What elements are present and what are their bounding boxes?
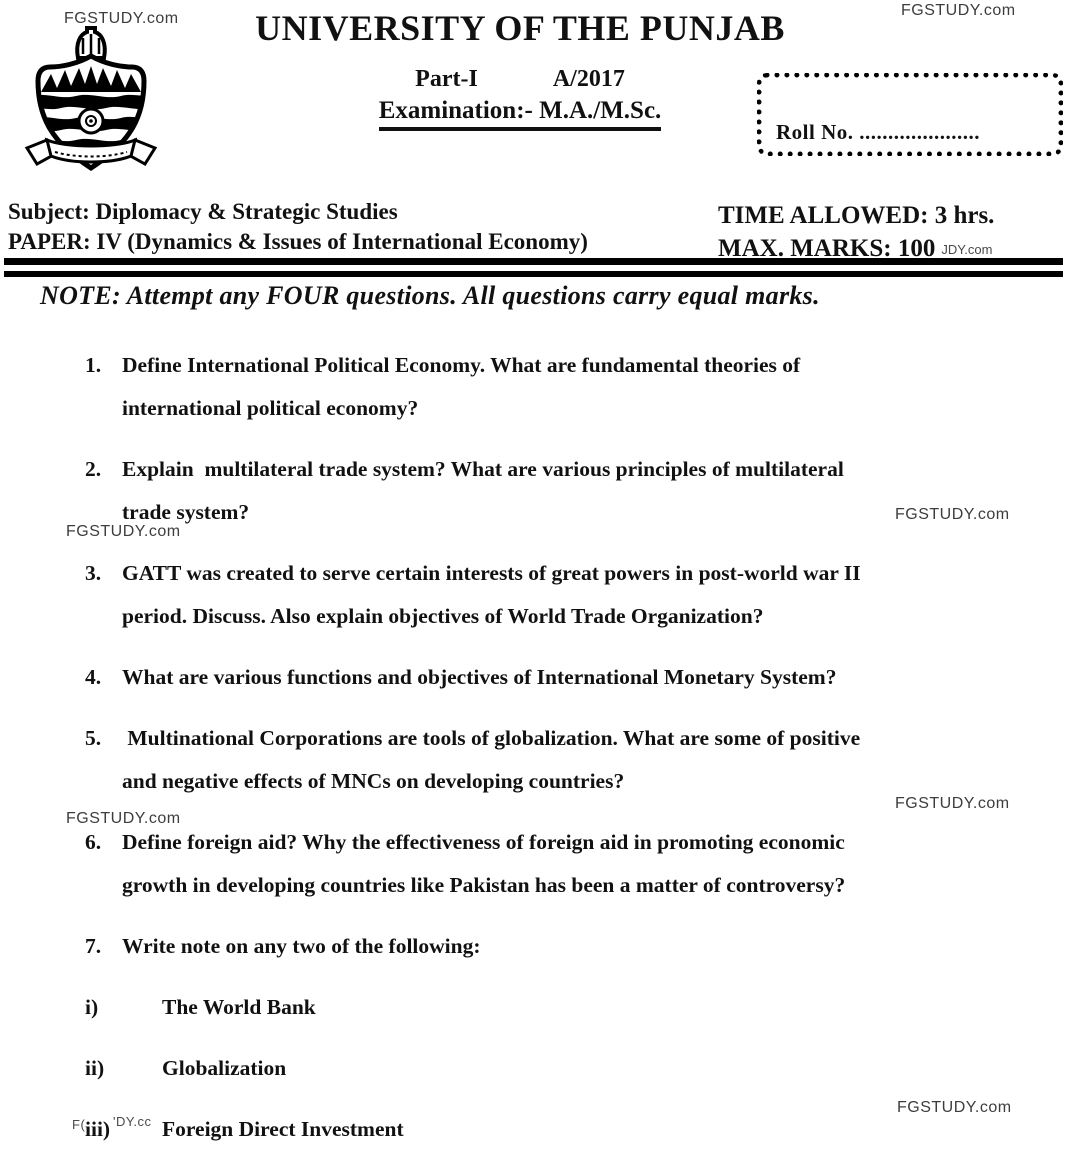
question-text-line: Multinational Corporations are tools of globalization. What are some of positive [122, 726, 861, 750]
question-text-line: international political economy? [122, 396, 419, 420]
watermark-mid-left: FGSTUDY.com [66, 523, 181, 540]
examination-label: Examination:- M.A./M.Sc. [379, 97, 662, 131]
question-text-line: growth in developing countries like Pakistan has been a matter of controversy? [122, 873, 846, 897]
header [185, 6, 855, 131]
question-7 [0, 925, 1073, 968]
watermark-jdy: JDY.com [941, 242, 993, 257]
watermark-top-right: FGSTUDY.com [901, 2, 1016, 19]
watermark-lower-left: FGSTUDY.com [66, 810, 181, 827]
separator-rule [4, 258, 1063, 277]
question-number: 3. [85, 561, 102, 585]
question-number: 6. [85, 830, 102, 854]
watermark-mid-right: FGSTUDY.com [895, 506, 1010, 523]
roll-no-label: Roll No. ..................... [776, 120, 980, 144]
subquestion-text: Globalization [162, 1056, 287, 1080]
question-text-line: trade system? [122, 500, 250, 524]
watermark-partial-right: 'DY.cc [113, 1114, 152, 1129]
subquestion-number: iii) [85, 1117, 111, 1141]
question-3 [0, 552, 1073, 638]
question-number: 7. [85, 934, 102, 958]
session-label: A/2017 [552, 66, 625, 92]
question-text-line: period. Discuss. Also explain objectives of World Trade Organization? [122, 604, 764, 628]
subquestion-i [0, 986, 1073, 1029]
time-marks-block [718, 199, 1068, 266]
subquestion-number: i) [85, 995, 99, 1019]
paper-line: PAPER: IV (Dynamics & Issues of International Economy) [8, 229, 588, 254]
max-marks-line: MAX. MARKS: 100 JDY.com [718, 235, 993, 262]
part-session-line [185, 66, 855, 93]
watermark-partial-left: F( [72, 1117, 86, 1132]
subject-block [8, 197, 713, 257]
note-line: NOTE: Attempt any FOUR questions. All questions carry equal marks. [40, 281, 820, 310]
question-number: 4. [85, 665, 102, 689]
watermark-lower-right: FGSTUDY.com [895, 795, 1010, 812]
question-5 [0, 717, 1073, 803]
question-6 [0, 821, 1073, 907]
question-text-line: Define International Political Economy. What are fundamental theories of [122, 353, 801, 377]
subquestion-text: Foreign Direct Investment [162, 1117, 404, 1141]
watermark-bottom-right: FGSTUDY.com [897, 1099, 1012, 1116]
subject-line: Subject: Diplomacy & Strategic Studies [8, 199, 398, 224]
university-crest-logo [20, 24, 162, 176]
question-2 [0, 448, 1073, 534]
watermark-top-left: FGSTUDY.com [64, 10, 179, 27]
examination-line [185, 97, 855, 131]
part-label: Part-I [415, 66, 478, 92]
subquestion-text: The World Bank [162, 995, 316, 1019]
roll-no-box [757, 73, 1063, 156]
questions-list [0, 344, 1073, 1154]
question-number: 1. [85, 353, 102, 377]
page-title: UNIVERSITY OF THE PUNJAB [255, 8, 785, 48]
question-number: 2. [85, 457, 102, 481]
subquestion-ii [0, 1047, 1073, 1090]
question-text-line: GATT was created to serve certain interests of great powers in post-world war II [122, 561, 861, 585]
crest-icon [20, 24, 162, 176]
question-text-line: Define foreign aid? Why the effectiveness of foreign aid in promoting economic [122, 830, 845, 854]
question-1 [0, 344, 1073, 430]
time-allowed-line: TIME ALLOWED: 3 hrs. [718, 202, 995, 229]
question-number: 5. [85, 726, 102, 750]
question-text-line: What are various functions and objectives of International Monetary System? [122, 665, 837, 689]
question-text-line: and negative effects of MNCs on developing countries? [122, 769, 625, 793]
question-4 [0, 656, 1073, 699]
question-text-line: Explain multilateral trade system? What are various principles of multilateral [122, 457, 844, 481]
question-text-line: Write note on any two of the following: [122, 934, 481, 958]
subquestion-iii [0, 1108, 1073, 1151]
subquestion-number: ii) [85, 1056, 105, 1080]
